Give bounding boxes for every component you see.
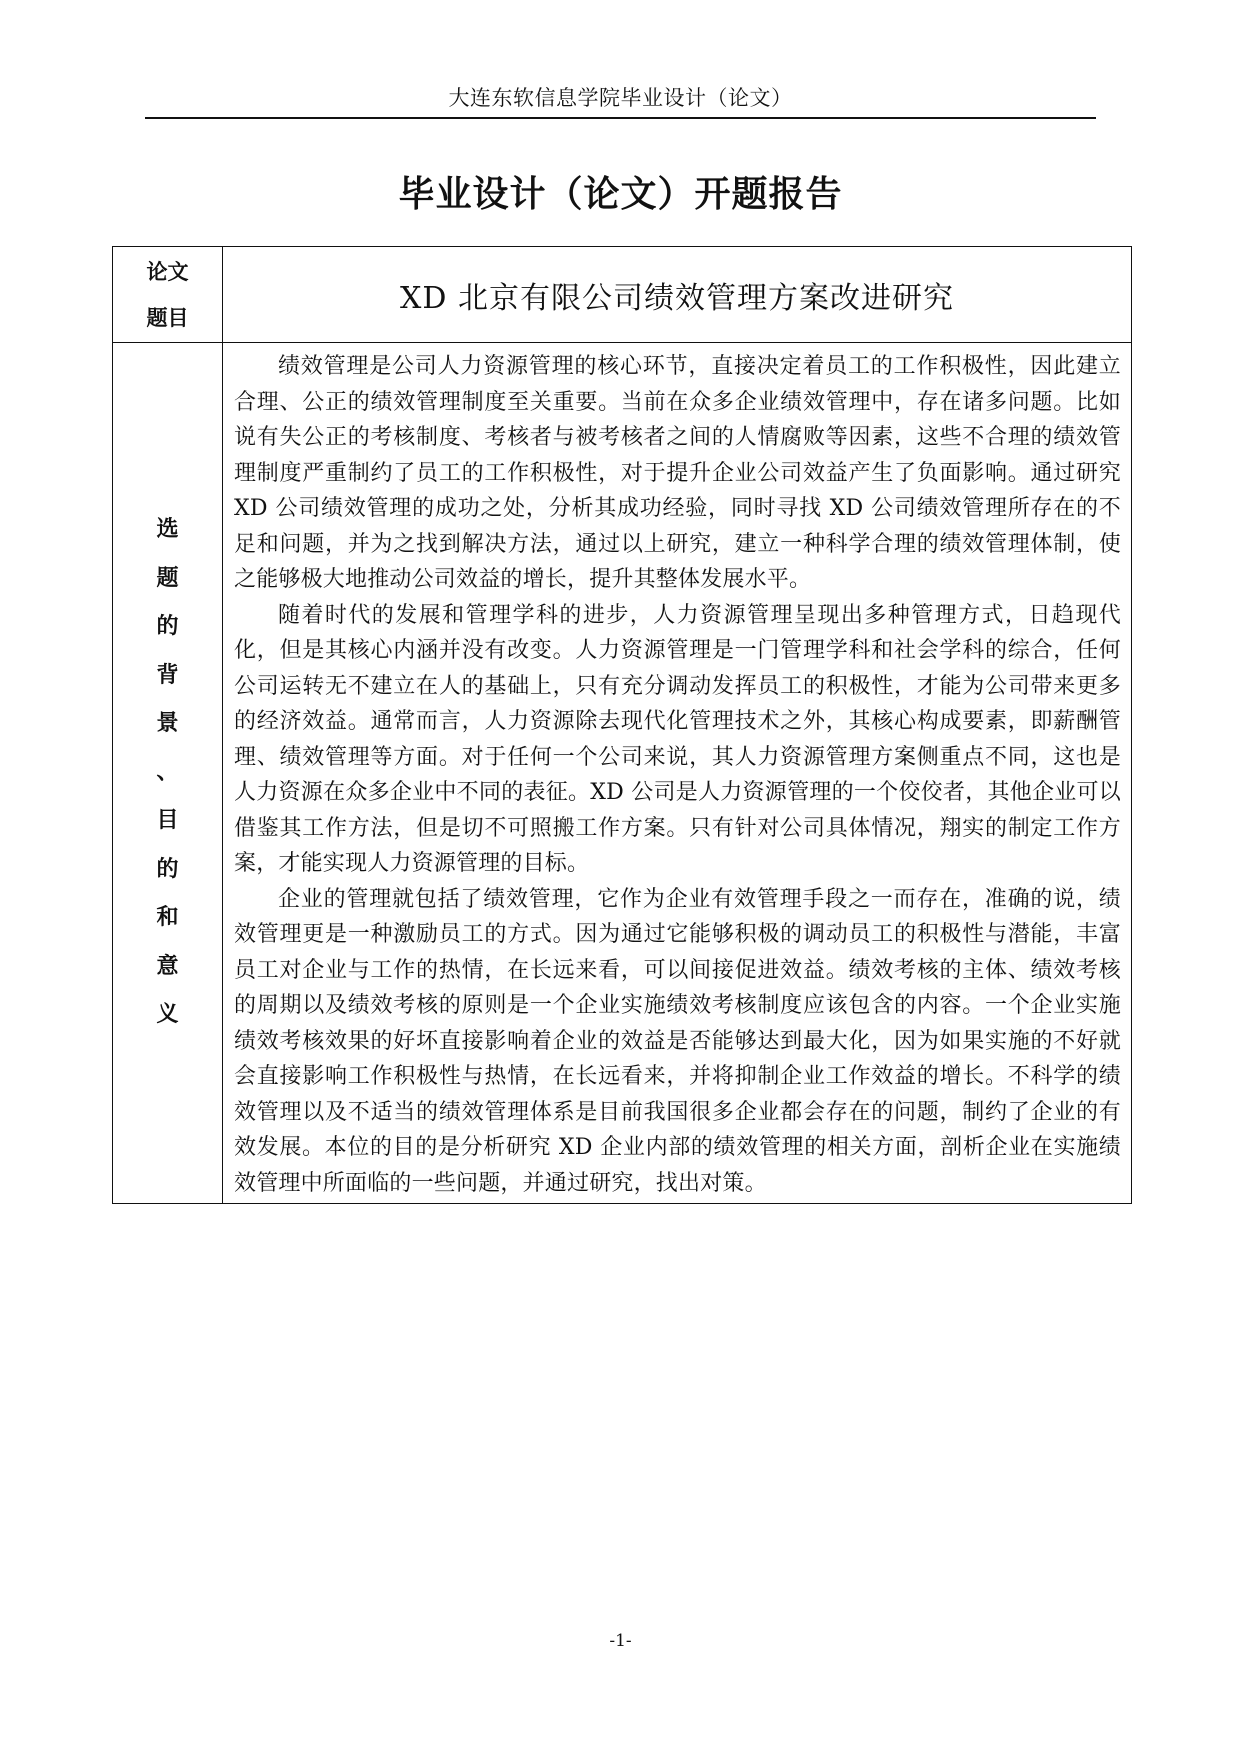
- section-label-char: 和: [156, 905, 179, 931]
- section-label-char: 、: [156, 759, 179, 785]
- section-label-cell: [113, 343, 223, 1204]
- section-label-char: 义: [156, 1002, 179, 1028]
- topic-label-line2: 题目: [146, 305, 189, 330]
- topic-label-cell: [113, 247, 223, 343]
- section-label-char: 意: [156, 953, 179, 979]
- section-content-cell: [223, 343, 1132, 1204]
- document-title: 毕业设计（论文）开题报告: [398, 174, 843, 215]
- body-paragraph: 绩效管理是公司人力资源管理的核心环节，直接决定着员工的工作积极性，因此建立合理、公正的绩效管理制度至关重要。当前在众多企业绩效管理中，存在诸多问题。比如说有失公正的考核制度、考核者与被考核者之间的人情腐败等因素，这些不合理的绩效管理制度严重制约了员工的工作积极性，对于提升企业公司效益产生了负面影响。通过研究 XD 公司绩效管理的成功之处，分析其成功经验，同时寻找 XD 公司绩效管理所存在的不足和问题，并为之找到解决方法，通过以上研究，建立一种科学合理的绩效管理体制，使之能够极大地推动公司效益的增长，提升其整体发展水平。: [234, 354, 1121, 592]
- proposal-table: [112, 246, 1132, 1204]
- section-label: [113, 506, 222, 1040]
- section-label-char: 景: [156, 711, 179, 737]
- topic-value: XD 北京有限公司绩效管理方案改进研究: [223, 247, 1132, 343]
- section-label-char: 背: [156, 662, 179, 688]
- section-label-char: 题: [156, 565, 179, 591]
- topic-row: [113, 247, 1132, 343]
- page-number: -1-: [609, 1631, 632, 1651]
- running-header: 大连东软信息学院毕业设计（论文）: [448, 86, 793, 110]
- section-label-char: 的: [156, 614, 179, 640]
- topic-label-line1: 论文: [146, 259, 189, 284]
- section-label-char: 目: [156, 808, 179, 834]
- background-row: [113, 343, 1132, 1204]
- header-rule: [145, 117, 1096, 119]
- body-paragraph: 企业的管理就包括了绩效管理，它作为企业有效管理手段之一而存在，准确的说，绩效管理更是一种激励员工的方式。因为通过它能够积极的调动员工的积极性与潜能，丰富员工对企业与工作的热情，在长远来看，可以间接促进效益。绩效考核的主体、绩效考核的周期以及绩效考核的原则是一个企业实施绩效考核制度应该包含的内容。一个企业实施绩效考核效果的好坏直接影响着企业的效益是否能够达到最大化，因为如果实施的不好就会直接影响工作积极性与热情，在长远看来，并将抑制企业工作效益的增长。不科学的绩效管理以及不适当的绩效管理体系是目前我国很多企业都会存在的问题，制约了企业的有效发展。本位的目的是分析研究 XD 企业内部的绩效管理的相关方面，剖析企业在实施绩效管理中所面临的一些问题，并通过研究，找出对策。: [234, 886, 1121, 1196]
- body-paragraph: 随着时代的发展和管理学科的进步，人力资源管理呈现出多种管理方式，日趋现代化，但是其核心内涵并没有改变。人力资源管理是一门管理学科和社会学科的综合，任何公司运转无不建立在人的基础上，只有充分调动发挥员工的积极性，才能为公司带来更多的经济效益。通常而言，人力资源除去现代化管理技术之外，其核心构成要素，即薪酬管理、绩效管理等方面。对于任何一个公司来说，其人力资源管理方案侧重点不同，这也是人力资源在众多企业中不同的表征。XD 公司是人力资源管理的一个佼佼者，其他企业可以借鉴其工作方法，但是切不可照搬工作方案。只有针对公司具体情况，翔实的制定工作方案，才能实现人力资源管理的目标。: [234, 602, 1121, 876]
- section-label-char: 选: [156, 517, 179, 543]
- section-label-char: 的: [156, 856, 179, 882]
